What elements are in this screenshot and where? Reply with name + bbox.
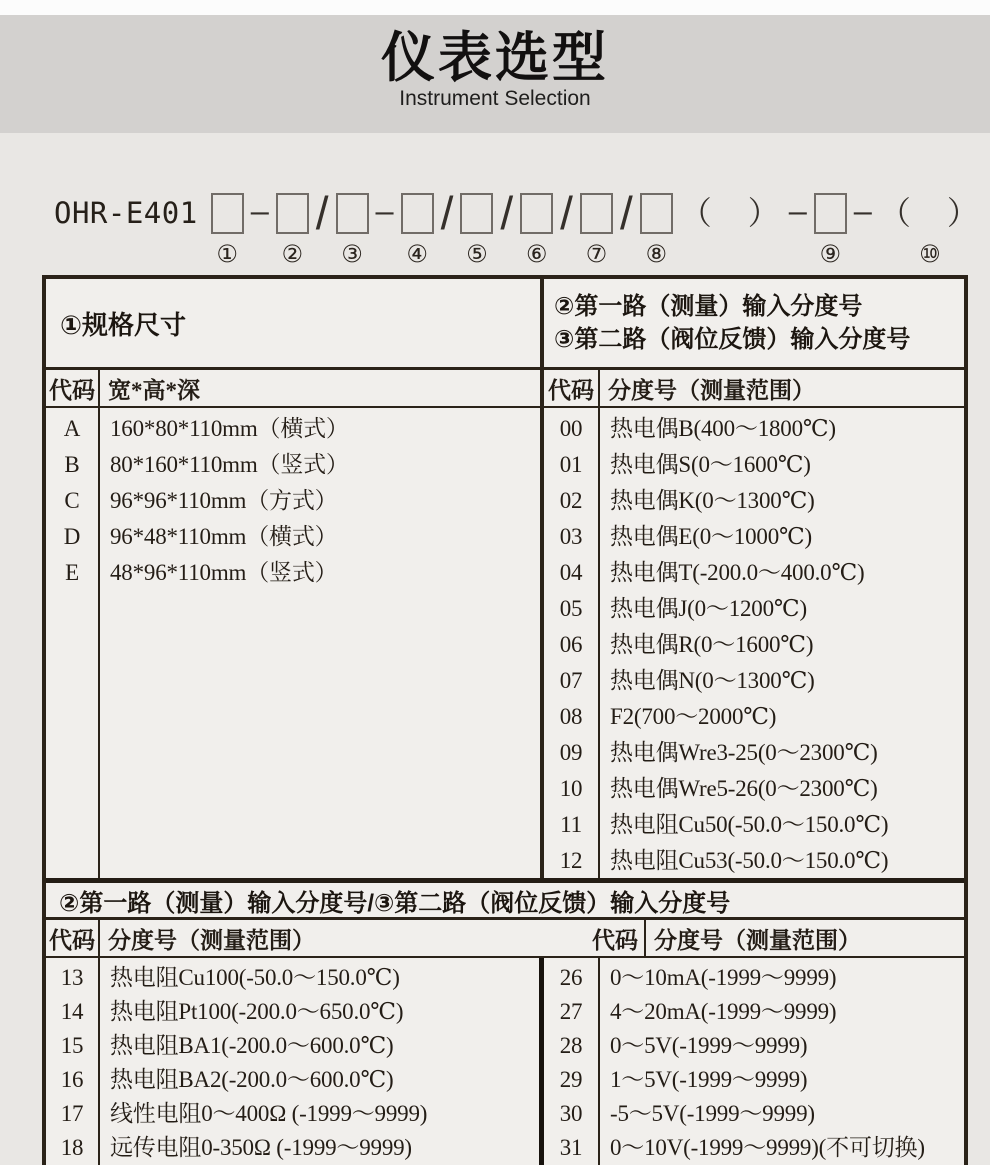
size-row-code: A (63, 416, 81, 441)
model-code-box (640, 193, 673, 234)
circled-number: ③ (341, 240, 363, 268)
circled-number (255, 241, 265, 267)
input-row-code: 08 (559, 704, 583, 729)
size-row-code: B (64, 452, 80, 477)
circled-number: ① (216, 240, 238, 268)
continued-right-code-column-header: 代码 (586, 920, 646, 956)
input-code-column-header: 代码 (544, 370, 600, 406)
table-header-row (46, 279, 964, 370)
input-section-header (540, 279, 964, 367)
continued-left-half (46, 958, 544, 1165)
continued-row-code: 29 (559, 1067, 583, 1092)
input-row-code: 00 (559, 416, 583, 441)
circled-number: ⑥ (525, 240, 548, 268)
continued-row-value: 0～10mA(-1999～9999) (610, 965, 837, 990)
model-code-separator: / (500, 187, 514, 239)
input-row-code: 03 (559, 524, 583, 549)
model-code-segment (619, 187, 633, 267)
input-section-header-line2: ③第二路（阀位反馈）输入分度号 (554, 326, 911, 353)
model-code-segment (580, 190, 613, 267)
continued-row-code: 13 (60, 965, 84, 990)
input-row-value: 热电偶J(0～1200℃) (610, 596, 807, 621)
model-code-segment (460, 190, 493, 267)
circled-number (317, 241, 327, 267)
continued-row-value: 1～5V(-1999～9999) (610, 1067, 808, 1092)
size-code-column (46, 408, 100, 878)
input-rows-half (544, 408, 964, 878)
circled-number: ② (281, 240, 303, 268)
size-row-code: D (63, 524, 81, 549)
model-code-separator: （ ） (878, 194, 981, 232)
page-subtitle: Instrument Selection (399, 87, 591, 110)
page-title: 仪表选型 (381, 28, 609, 88)
bottom-subheader-row (46, 920, 964, 958)
continued-row-code: 31 (559, 1135, 583, 1160)
continued-row-code: 27 (559, 999, 583, 1024)
continued-row-code: 30 (559, 1101, 583, 1126)
continued-section-header: ②第一路（测量）输入分度号/③第二路（阀位反馈）输入分度号 (46, 878, 964, 920)
top-white-strip (0, 0, 990, 15)
input-row-code: 06 (559, 632, 583, 657)
continued-row-value: -5～5V(-1999～9999) (610, 1101, 815, 1126)
model-code-separator: – (853, 195, 872, 230)
continued-right-value-column (600, 958, 964, 1165)
model-code-separator: / (560, 187, 573, 239)
input-row-value: 热电偶Wre5-26(0～2300℃) (610, 776, 878, 801)
model-code-separator: – (788, 195, 807, 230)
model-code-segment (640, 190, 673, 267)
model-code-segment (211, 190, 244, 267)
continued-left-code-column (46, 958, 100, 1165)
circled-number (621, 241, 631, 267)
continued-right-value-column-header: 分度号（测量范围） (654, 927, 861, 953)
model-prefix-unit (54, 190, 204, 267)
model-code-box (336, 193, 369, 234)
input-row-code: 09 (559, 740, 583, 765)
size-code-column-header: 代码 (46, 370, 100, 406)
model-code-segment (680, 190, 782, 267)
circled-number (726, 241, 736, 267)
model-code-segment (376, 190, 394, 267)
circled-number: ⑦ (585, 240, 608, 268)
continued-row-code: 17 (60, 1101, 84, 1126)
size-row-value: 96*96*110mm（方式） (110, 488, 338, 513)
input-row-value: 热电偶K(0～1300℃) (610, 488, 815, 513)
model-code-separator: / (619, 187, 633, 239)
input-value-column-header: 分度号（测量范围） (608, 377, 815, 403)
continued-row-value: 热电阻Cu100(-50.0～150.0℃) (110, 965, 400, 990)
circled-number: ⑨ (819, 240, 842, 268)
size-row-value: 96*48*110mm（横式） (110, 524, 338, 549)
model-code-box (460, 193, 493, 234)
circled-number: ⑤ (466, 240, 488, 268)
size-row-value: 80*160*110mm（竖式） (110, 452, 349, 477)
input-row-value: 热电偶R(0～1600℃) (610, 632, 814, 657)
continued-row-code: 14 (60, 999, 84, 1024)
input-value-column (600, 408, 964, 878)
continued-row-code: 16 (60, 1067, 84, 1092)
circled-number: ④ (406, 240, 428, 268)
input-row-code: 05 (559, 596, 583, 621)
input-row-value: 热电阻Cu50(-50.0～150.0℃) (610, 812, 889, 837)
continued-left-value-column (100, 958, 539, 1165)
circled-number (380, 241, 390, 267)
selection-table (42, 275, 968, 1165)
continued-row-code: 18 (60, 1135, 84, 1160)
model-code-box (814, 193, 847, 234)
model-code-segment (251, 190, 269, 267)
input-row-code: 12 (559, 848, 583, 873)
size-row-value: 48*96*110mm（竖式） (110, 560, 338, 585)
input-row-value: 热电偶Wre3-25(0～2300℃) (610, 740, 878, 765)
size-section-header: ①规格尺寸 (60, 309, 187, 340)
input-row-value: 热电偶B(400～1800℃) (610, 416, 836, 441)
continued-row-value: 线性电阻0～400Ω (-1999～9999) (110, 1101, 428, 1126)
model-code-segment (789, 190, 807, 267)
input-code-column (544, 408, 600, 878)
model-prefix: OHR-E401 (54, 196, 198, 230)
input-section-header-line1: ②第一路（测量）输入分度号 (554, 293, 863, 320)
model-code-segment (814, 190, 847, 267)
circled-number: ⑩ (919, 240, 941, 268)
size-value-column-header: 宽*高*深 (100, 370, 544, 406)
circled-number (442, 241, 452, 267)
continued-left-value-column-header: 分度号（测量范围） (108, 927, 315, 953)
model-code-separator: / (440, 187, 454, 239)
model-code-segment (854, 190, 872, 267)
circled-number (562, 241, 572, 267)
model-code-box (520, 193, 553, 234)
continued-row-value: 0～10V(-1999～9999)(不可切换) (610, 1135, 925, 1160)
model-code-segment (336, 190, 369, 267)
continued-row-value: 热电阻Pt100(-200.0～650.0℃) (110, 999, 404, 1024)
circled-number (793, 241, 803, 267)
size-row-value: 160*80*110mm（横式） (110, 416, 349, 441)
model-code-box (401, 193, 434, 234)
model-code-separator: （ ） (679, 194, 782, 232)
model-code-segment (500, 187, 514, 267)
title-band (0, 15, 990, 133)
bottom-data-area (46, 958, 964, 1165)
continued-row-code: 15 (60, 1033, 84, 1058)
continued-row-value: 0～5V(-1999～9999) (610, 1033, 808, 1058)
input-row-code: 04 (559, 560, 583, 585)
top-subheader-row (46, 370, 964, 408)
model-code-box (276, 193, 309, 234)
input-row-value: 热电阻Cu53(-50.0～150.0℃) (610, 848, 889, 873)
continued-row-value: 热电阻BA2(-200.0～600.0℃) (110, 1067, 394, 1092)
top-data-area (46, 408, 964, 878)
continued-left-code-column-header: 代码 (46, 920, 100, 956)
input-row-code: 11 (560, 812, 582, 837)
continued-row-value: 远传电阻0-350Ω (-1999～9999) (110, 1135, 412, 1160)
circled-number (502, 241, 512, 267)
model-code-segment (315, 187, 329, 267)
model-code-line (54, 187, 981, 268)
model-code-box (580, 193, 613, 234)
circled-number (858, 241, 868, 267)
input-row-code: 10 (559, 776, 583, 801)
continued-row-value: 热电阻BA1(-200.0～600.0℃) (110, 1033, 394, 1058)
input-row-code: 02 (559, 488, 583, 513)
input-row-value: 热电偶S(0～1600℃) (610, 452, 811, 477)
model-code-segment (276, 190, 309, 267)
model-code-box (211, 193, 244, 234)
continued-row-code: 28 (559, 1033, 583, 1058)
model-code-segment (520, 190, 553, 267)
input-row-code: 01 (559, 452, 583, 477)
continued-right-half (544, 958, 964, 1165)
model-code-separator: – (250, 195, 269, 230)
size-row-code: E (65, 560, 79, 585)
size-value-column (100, 408, 540, 878)
model-code-segment (440, 187, 454, 267)
input-row-value: 热电偶E(0～1000℃) (610, 524, 812, 549)
input-row-value: F2(700～2000℃) (610, 704, 777, 729)
continued-row-value: 4～20mA(-1999～9999) (610, 999, 837, 1024)
model-code-separator: / (315, 187, 329, 239)
input-row-value: 热电偶N(0～1300℃) (610, 668, 815, 693)
model-code-segment (560, 187, 573, 267)
model-code-separator: – (375, 195, 394, 230)
continued-row-code: 26 (559, 965, 583, 990)
continued-right-code-column (544, 958, 600, 1165)
model-code-segment (879, 190, 981, 267)
input-row-code: 07 (559, 668, 583, 693)
size-row-code: C (64, 488, 80, 513)
input-row-value: 热电偶T(-200.0～400.0℃) (610, 560, 865, 585)
model-code-segment (401, 190, 434, 267)
size-rows-half (46, 408, 544, 878)
circled-number: ⑧ (645, 240, 667, 268)
